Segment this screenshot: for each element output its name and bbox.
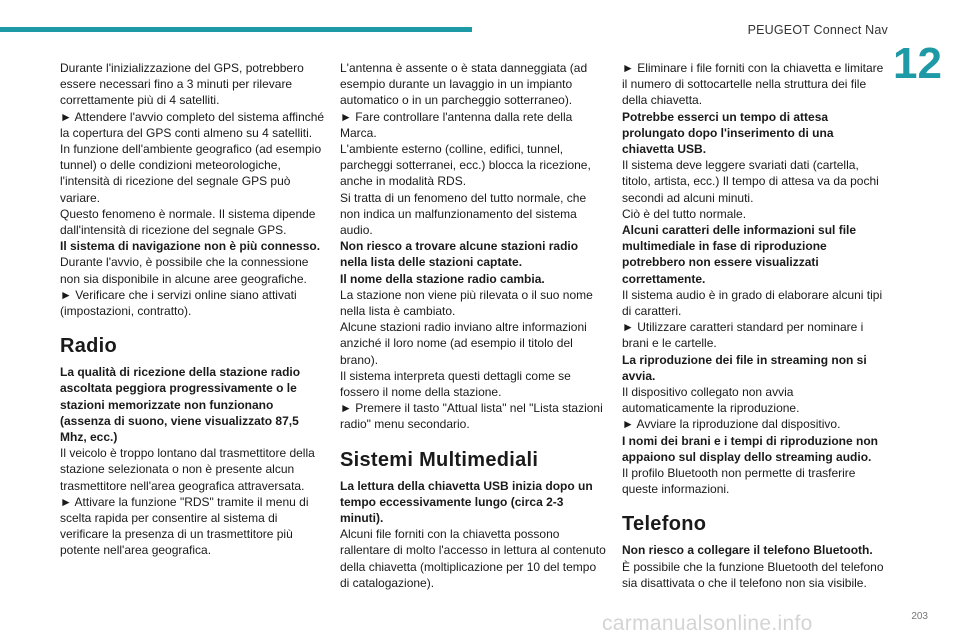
instruction: ► Verificare che i servizi online siano attivati (impostazioni, contratto). bbox=[60, 287, 297, 319]
manual-section-title: PEUGEOT Connect Nav bbox=[747, 23, 888, 37]
question-heading: La lettura della chiavetta USB inizia dopo un tempo eccessivamente lungo (circa 2-3 minuti). bbox=[340, 478, 593, 526]
instruction: ► Avviare la riproduzione dal dispositivo. bbox=[622, 417, 841, 432]
question-heading: I nomi dei brani e i tempi di riproduzione non appaiono sul display dello streaming audio. bbox=[622, 433, 879, 464]
question-heading: Non riesco a trovare alcune stazioni radio nella lista delle stazioni captate. bbox=[340, 239, 579, 270]
paragraph: Il dispositivo collegato non avvia automaticamente la riproduzione. bbox=[622, 385, 800, 416]
question-heading: Il sistema di navigazione non è più connesso. bbox=[60, 239, 321, 254]
instruction: ► Premere il tasto "Attual lista" nel "Lista stazioni radio" menu secondario. bbox=[340, 401, 603, 432]
instruction: ► Attivare la funzione "RDS" tramite il menu di scelta rapida per consentire al sistema di verificare la presenza di un trasmettitore più potente nell'area geografica. bbox=[60, 494, 309, 558]
column-left bbox=[60, 60, 326, 559]
column-right bbox=[622, 60, 888, 591]
section-heading-radio: Radio bbox=[60, 335, 118, 358]
paragraph: La stazione non viene più rilevata o il suo nome nella lista è cambiato. bbox=[340, 287, 593, 319]
paragraph: Il profilo Bluetooth non permette di trasferire queste informazioni. bbox=[622, 466, 856, 497]
paragraph: Alcuni file forniti con la chiavetta possono rallentare di molto l'accesso in lettura al contenuto della chiavetta (moltiplicazione per 10 del tempo di catalogazione). bbox=[340, 527, 606, 590]
question-heading: Non riesco a collegare il telefono Bluetooth. bbox=[622, 543, 873, 558]
question-heading: La qualità di ricezione della stazione radio ascoltata peggiora progressivamente o le stazioni memorizzate non funzionano (assenza di suono, viene visualizzato 87,5 Mhz, ecc.) bbox=[60, 365, 301, 445]
paragraph: Il sistema interpreta questi dettagli come se fossero il nome della stazione. bbox=[340, 368, 571, 400]
column-middle bbox=[340, 60, 606, 591]
paragraph: Durante l'avvio, è possibile che la connessione non sia disponibile in alcune aree geografiche. bbox=[60, 255, 309, 286]
section-heading-multimedia: Sistemi Multimediali bbox=[340, 448, 539, 471]
paragraph: Durante l'inizializzazione del GPS, potrebbero essere necessari fino a 3 minuti per rilevare correttamente più di 4 satelliti. bbox=[60, 61, 304, 108]
question-heading: Alcuni caratteri delle informazioni sul file multimediale in fase di riproduzione potrebbero non essere visualizzati correttamente. bbox=[622, 223, 857, 286]
paragraph: Il sistema audio è in grado di elaborare alcuni tipi di caratteri. bbox=[622, 287, 883, 319]
instruction: ► Utilizzare caratteri standard per nominare i brani e le cartelle. bbox=[622, 320, 864, 351]
paragraph: Il veicolo è troppo lontano dal trasmettitore della stazione selezionata o non è presente alcun trasmettitore nell'area geografica attraversata. bbox=[60, 446, 315, 493]
paragraph: È possibile che la funzione Bluetooth del telefono sia disattivata o che il telefono non sia visibile. bbox=[622, 559, 884, 590]
header-accent-bar bbox=[0, 27, 472, 32]
paragraph: Alcune stazioni radio inviano altre informazioni anziché il loro nome (ad esempio il titolo del brano). bbox=[340, 320, 587, 367]
instruction: ► Eliminare i file forniti con la chiavetta e limitare il numero di sottocartelle nella struttura dei file della chiavetta. bbox=[622, 61, 884, 108]
question-heading: Potrebbe esserci un tempo di attesa prolungato dopo l'inserimento di una chiavetta USB. bbox=[622, 109, 834, 157]
watermark: carmanualsonline.info bbox=[602, 612, 813, 635]
instruction: ► Fare controllare l'antenna dalla rete della Marca. bbox=[340, 109, 573, 140]
question-heading: La riproduzione dei file in streaming non si avvia. bbox=[622, 352, 867, 383]
paragraph: Ciò è del tutto normale. bbox=[622, 206, 747, 221]
paragraph: L'antenna è assente o è stata danneggiata (ad esempio durante un lavaggio in un impianto automatico o in un parcheggio sotterraneo). bbox=[340, 61, 588, 108]
paragraph: L'ambiente esterno (colline, edifici, tunnel, parcheggi sotterranei, ecc.) blocca la ricezione, anche in modalità RDS. bbox=[340, 142, 591, 189]
paragraph: Si tratta di un fenomeno del tutto normale, che non indica un malfunzionamento del sistema audio. bbox=[340, 190, 587, 238]
paragraph: Il sistema deve leggere svariati dati (cartella, titolo, artista, ecc.) Il tempo di attesa va da pochi secondi ad alcuni minuti. bbox=[622, 158, 879, 205]
paragraph: In funzione dell'ambiente geografico (ad esempio tunnel) o delle condizioni meteorologiche, l'intensità di ricezione del segnale GPS può variare. bbox=[60, 142, 322, 205]
section-heading-telefono: Telefono bbox=[622, 513, 707, 536]
instruction: ► Attendere l'avvio completo del sistema affinché la copertura del GPS conti almeno su 4 satelliti. bbox=[60, 109, 325, 140]
paragraph: Questo fenomeno è normale. Il sistema dipende dall'intensità di ricezione del segnale GPS. bbox=[60, 206, 316, 238]
page-number: 203 bbox=[911, 611, 928, 622]
chapter-number: 12 bbox=[893, 39, 942, 88]
question-heading: Il nome della stazione radio cambia. bbox=[340, 271, 545, 286]
